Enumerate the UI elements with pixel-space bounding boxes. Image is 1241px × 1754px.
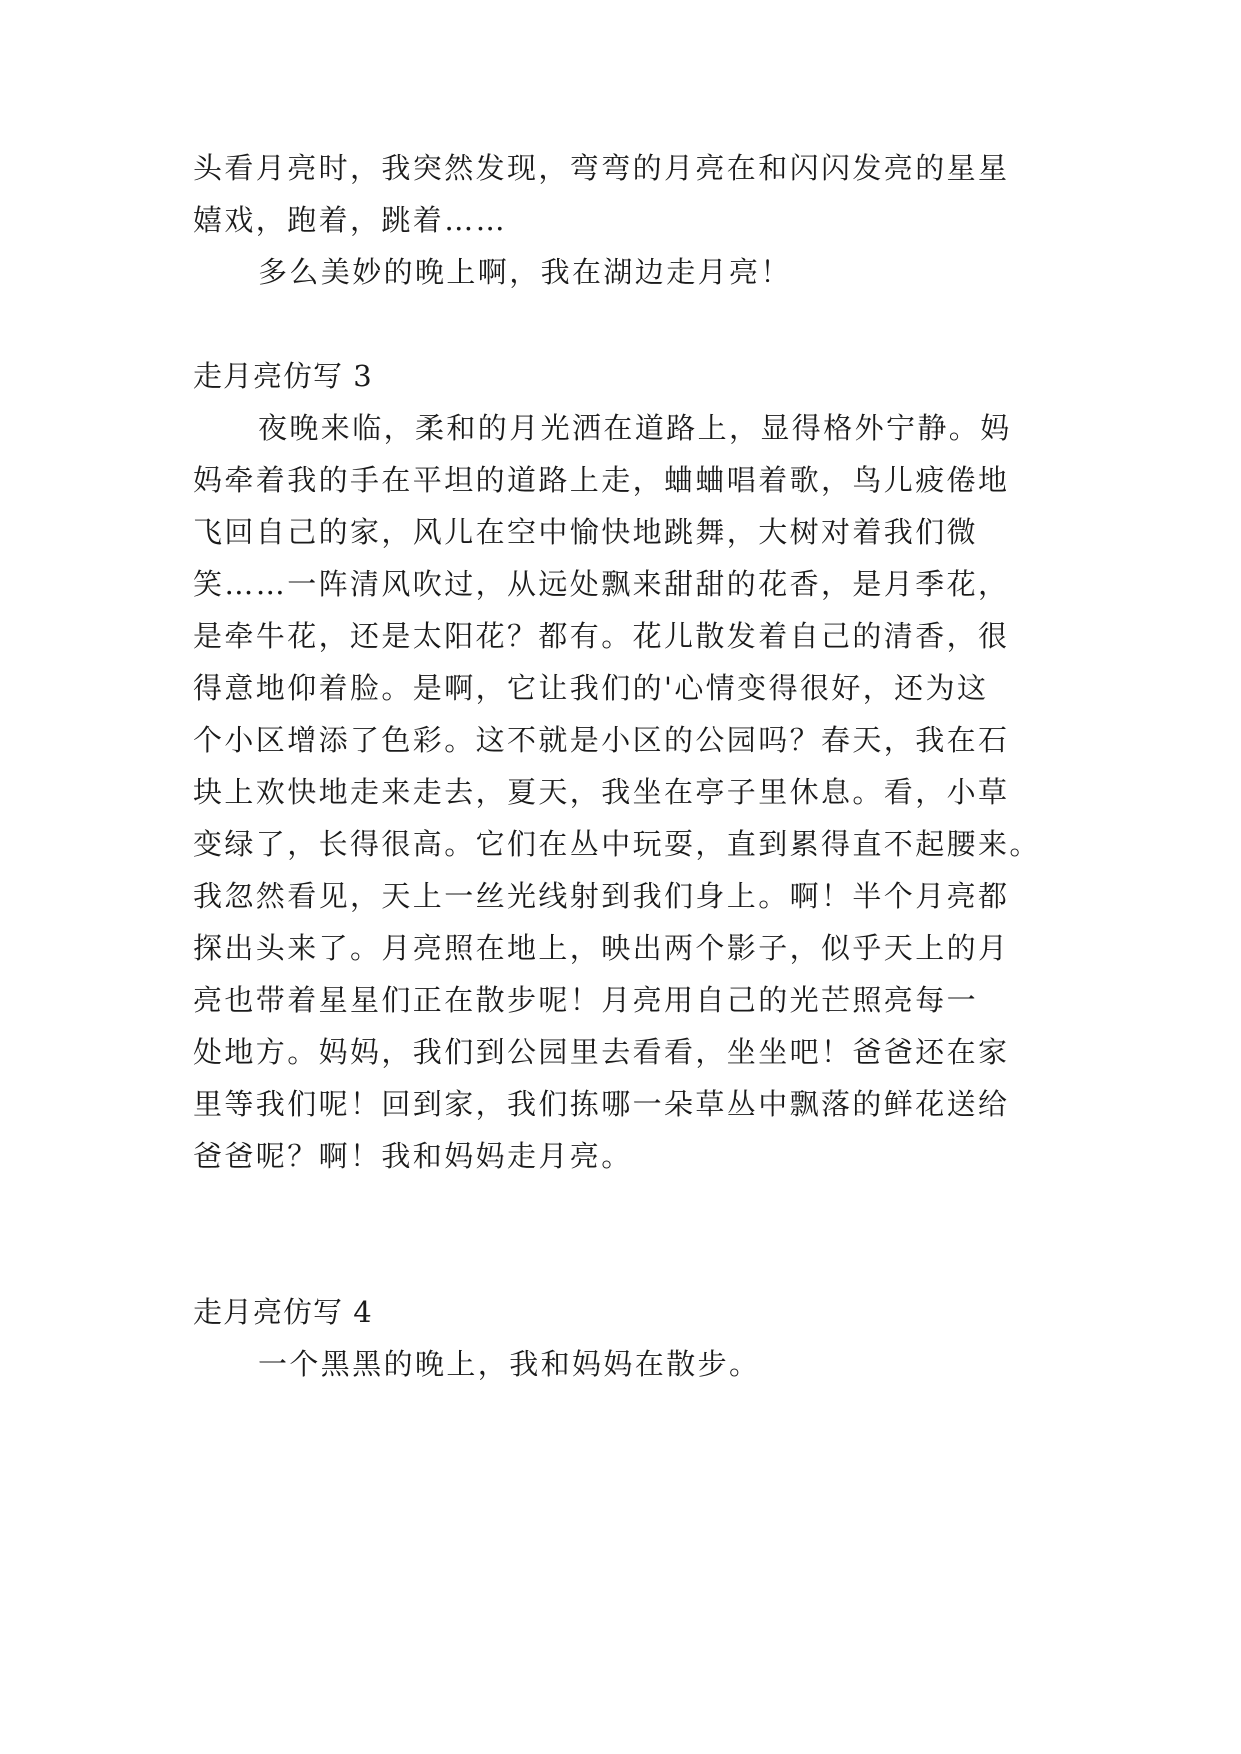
paragraph-line: 亮也带着星星们正在散步呢！月亮用自己的光芒照亮每一 bbox=[193, 983, 979, 1017]
paragraph-line: 变绿了，长得很高。它们在丛中玩耍，直到累得直不起腰来。 bbox=[193, 827, 1041, 861]
section-heading: 走月亮仿写 4 bbox=[193, 1295, 373, 1329]
paragraph-line: 多么美妙的晚上啊，我在湖边走月亮！ bbox=[258, 255, 792, 289]
paragraph-line: 探出头来了。月亮照在地上，映出两个影子，似乎天上的月 bbox=[193, 931, 1010, 965]
paragraph-line: 头看月亮时，我突然发现，弯弯的月亮在和闪闪发亮的星星 bbox=[193, 151, 1010, 185]
paragraph-line: 一个黑黑的晚上，我和妈妈在散步。 bbox=[258, 1347, 761, 1381]
paragraph-line: 块上欢快地走来走去，夏天，我坐在亭子里休息。看，小草 bbox=[193, 775, 1010, 809]
paragraph-line: 处地方。妈妈，我们到公园里去看看，坐坐吧！爸爸还在家 bbox=[193, 1035, 1010, 1069]
section-heading: 走月亮仿写 3 bbox=[193, 359, 373, 393]
paragraph-line: 妈牵着我的手在平坦的道路上走，蛐蛐唱着歌，鸟儿疲倦地 bbox=[193, 463, 1010, 497]
paragraph-line: 爸爸呢？啊！我和妈妈走月亮。 bbox=[193, 1139, 633, 1173]
paragraph-line: 我忽然看见，天上一丝光线射到我们身上。啊！半个月亮都 bbox=[193, 879, 1010, 913]
paragraph-line: 是牵牛花，还是太阳花？都有。花儿散发着自己的清香，很 bbox=[193, 619, 1010, 653]
paragraph-line: 个小区增添了色彩。这不就是小区的公园吗？春天，我在石 bbox=[193, 723, 1010, 757]
paragraph-line: 嬉戏，跑着，跳着…… bbox=[193, 203, 508, 237]
paragraph-line: 夜晚来临，柔和的月光洒在道路上，显得格外宁静。妈 bbox=[258, 411, 1012, 445]
paragraph-line: 飞回自己的家，风儿在空中愉快地跳舞，大树对着我们微 bbox=[193, 515, 979, 549]
paragraph-line: 里等我们呢！回到家，我们拣哪一朵草丛中飘落的鲜花送给 bbox=[193, 1087, 1010, 1121]
paragraph-line: 得意地仰着脸。是啊，它让我们的'心情变得很好，还为这 bbox=[193, 671, 989, 705]
paragraph-line: 笑……一阵清风吹过，从远处飘来甜甜的花香，是月季花， bbox=[193, 567, 1010, 601]
